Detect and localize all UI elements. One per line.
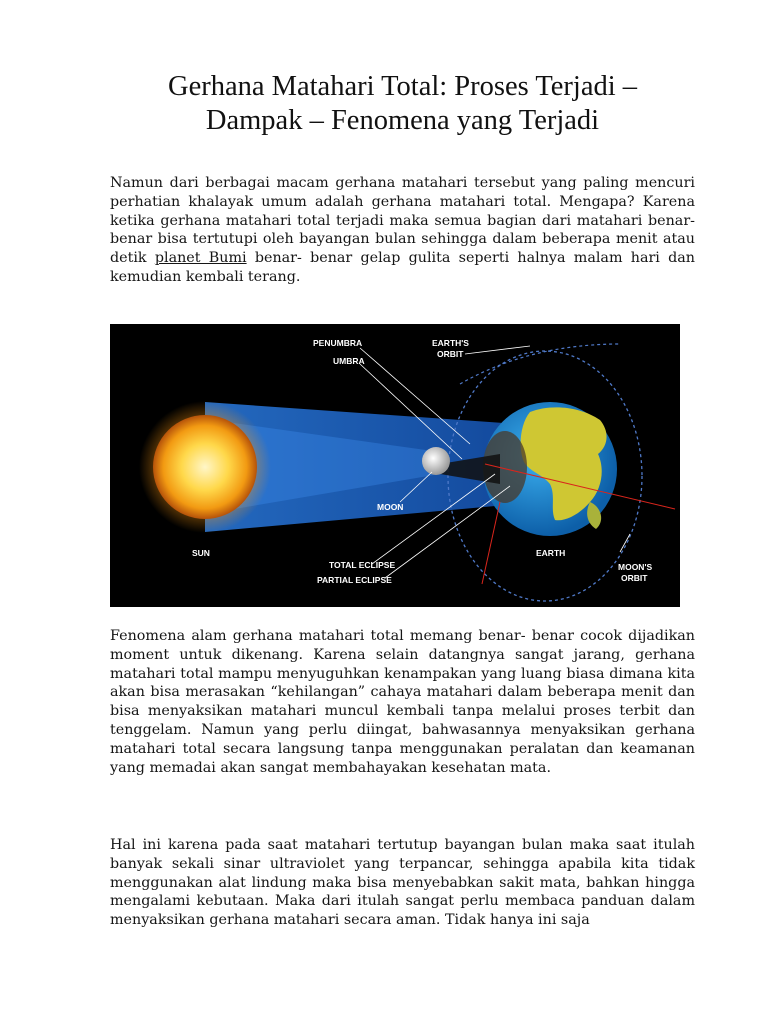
moon-icon xyxy=(422,447,450,475)
sun-icon xyxy=(153,415,257,519)
label-partial-eclipse: PARTIAL ECLIPSE xyxy=(317,575,392,585)
paragraph-1 xyxy=(110,174,695,287)
label-total-eclipse: TOTAL ECLIPSE xyxy=(329,560,396,570)
label-moons-orbit-1: MOON'S xyxy=(618,562,653,572)
title-line-2: Dampak – Fenomena yang Terjadi xyxy=(205,105,600,136)
label-earths-orbit-1: EARTH'S xyxy=(432,338,469,348)
label-sun: SUN xyxy=(192,548,210,558)
planet-bumi-link[interactable]: planet Bumi xyxy=(154,250,247,267)
label-earths-orbit-2: ORBIT xyxy=(437,349,464,359)
label-moons-orbit-2: ORBIT xyxy=(621,573,648,583)
label-moon: MOON xyxy=(377,502,404,512)
solar-eclipse-diagram xyxy=(110,324,680,607)
paragraph-1-text-end: benar- benar gelap gulita seperti halnya malam hari dan kemudian kembali terang. xyxy=(110,250,695,285)
label-penumbra: PENUMBRA xyxy=(313,338,363,348)
paragraph-3: Hal ini karena pada saat matahari tertutup bayangan bulan maka saat itulah banyak sekali sinar ultraviolet yang terpancar, sehingga apabila kita tidak menggunakan alat lindung maka bisa menyebabkan sakit mata, bahkan hingga mengalami kebutaan. Maka dari itulah sangat perlu membaca panduan dalam menyaksikan gerhana matahari secara aman. Tidak hanya ini saja xyxy=(110,837,695,929)
label-umbra: UMBRA xyxy=(333,356,365,366)
label-earth: EARTH xyxy=(536,548,566,558)
paragraph-2: Fenomena alam gerhana matahari total memang benar- benar cocok dijadikan moment untuk dikenang. Karena selain datangnya sangat jarang, gerhana matahari total mampu menyuguhkan kenampakan yang luang biasa dimana kita akan bisa merasakan “kehilangan” cahaya matahari dalam beberapa menit dan bisa menyaksikan matahari muncul kembali tanpa melalui proses terbit dan tenggelam. Namun yang perlu diingat, bahwasannya menyaksikan gerhana matahari total secara langsung tanpa menggunakan peralatan dan keamanan yang memadai akan sangat membahayakan kesehatan mata. xyxy=(110,628,695,776)
page-title xyxy=(110,70,695,138)
paragraph-1-text: Namun dari berbagai macam gerhana matahari tersebut yang paling mencuri perhatian khalayak umum adalah gerhana matahari total. Mengapa? Karena ketika gerhana matahari total terjadi maka semua bagian dari matahari benar- benar bisa tertutupi oleh bayangan bulan sehingga dalam beberapa menit atau detik xyxy=(110,175,695,267)
title-line-1: Gerhana Matahari Total: Proses Terjadi – xyxy=(167,71,638,102)
